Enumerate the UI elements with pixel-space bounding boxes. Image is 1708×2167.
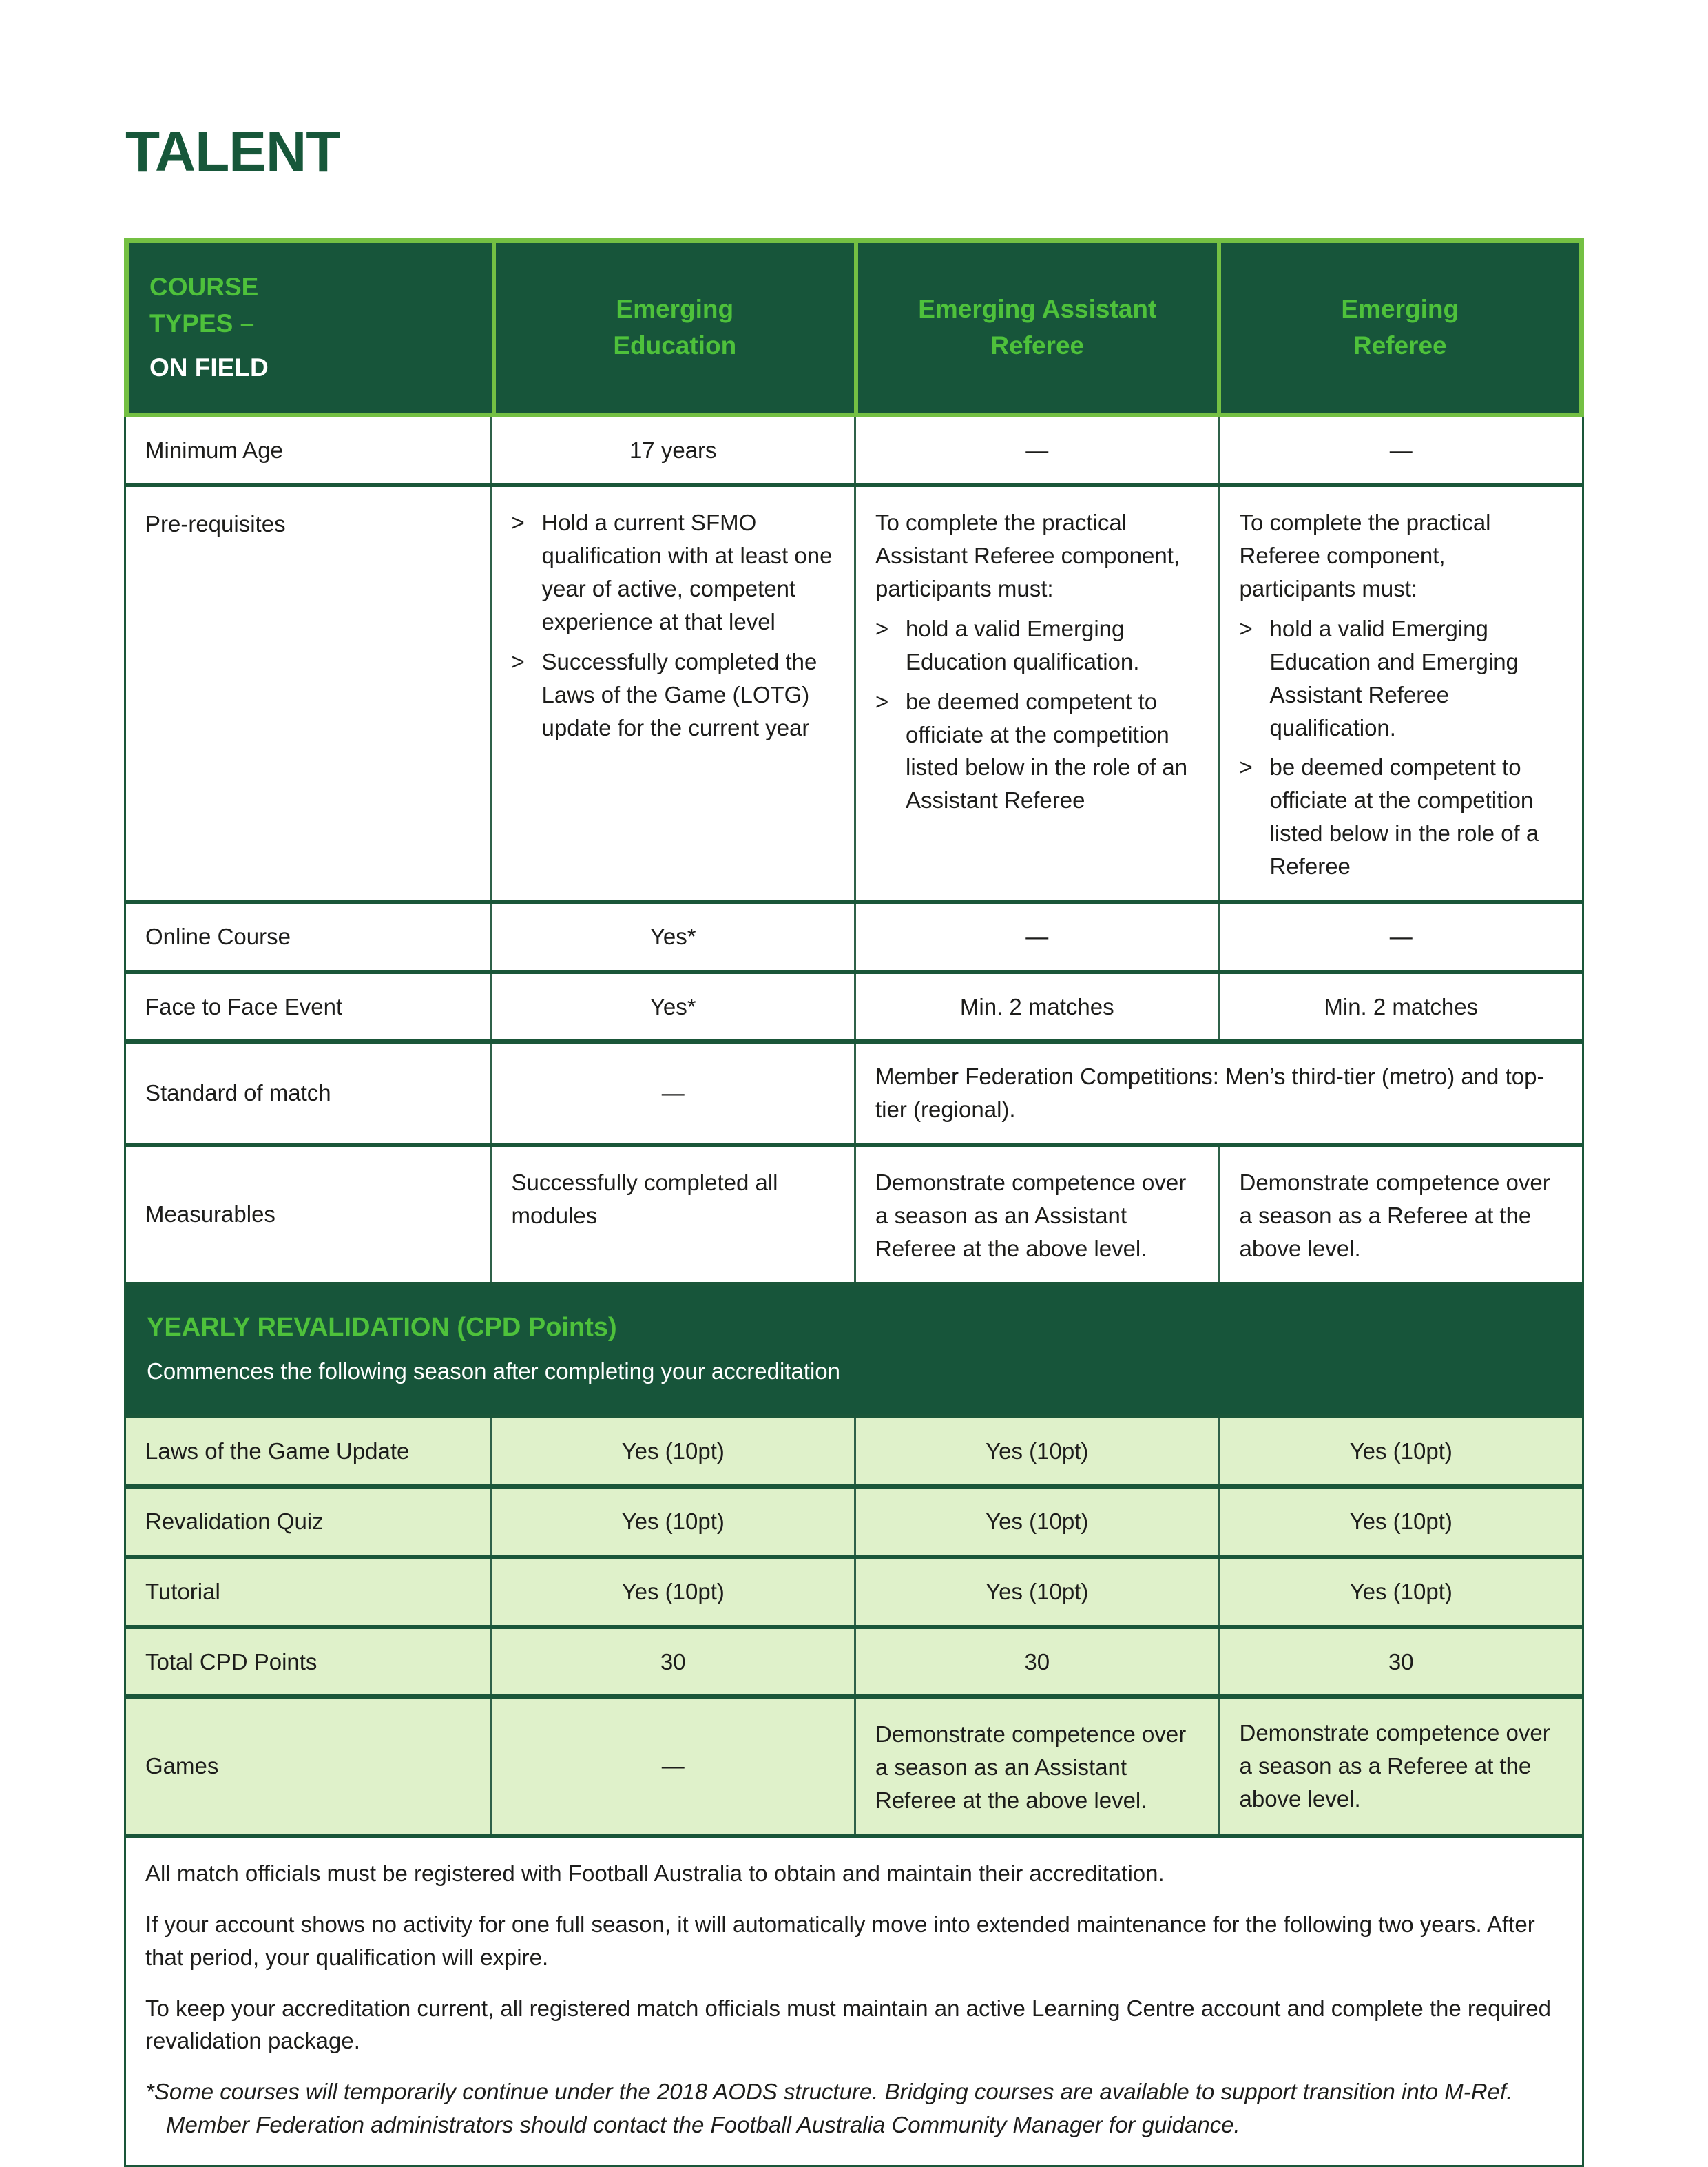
- header-er-line2: Referee: [1353, 331, 1447, 360]
- games-education-value: —: [490, 1699, 855, 1834]
- table-row-prerequisites: [126, 483, 1582, 899]
- yearly-revalidation-banner: [126, 1282, 1582, 1414]
- total-assistant-referee-value: 30: [854, 1629, 1218, 1695]
- table-header-row: [124, 238, 1584, 417]
- bullet-marker: >: [875, 688, 889, 714]
- bullet-item: > Hold a current SFMO qualification with at least one year of active, competent experience at that level: [512, 506, 835, 638]
- measurables-assistant-referee-value: Demonstrate competence over a season as an Assistant Referee at the above level.: [854, 1147, 1218, 1282]
- row-label: Minimum Age: [145, 437, 283, 463]
- games-assistant-referee-value: Demonstrate competence over a season as an Assistant Referee at the above level.: [854, 1699, 1218, 1834]
- online-assistant-referee-value: —: [854, 904, 1218, 970]
- bullet-marker: >: [1239, 754, 1253, 780]
- bullet-item: > hold a valid Emerging Education qualification.: [875, 612, 1199, 678]
- header-cell-emerging-referee: [1217, 243, 1580, 413]
- bullet-marker: >: [511, 510, 525, 536]
- total-education-value: 30: [490, 1629, 855, 1695]
- lotg-education-value: Yes (10pt): [490, 1418, 855, 1484]
- header-cell-emerging-assistant-referee: [854, 243, 1217, 413]
- standard-merged-value: Member Federation Competitions: Men’s third-tier (metro) and top-tier (regional).: [854, 1044, 1582, 1143]
- header-course-line1: COURSE: [149, 273, 259, 301]
- f2f-education-value: Yes*: [490, 974, 855, 1040]
- header-cell-course-types: [129, 243, 492, 413]
- row-label: Standard of match: [145, 1080, 331, 1106]
- header-ear-line1: Emerging Assistant: [918, 295, 1157, 324]
- f2f-assistant-referee-value: Min. 2 matches: [854, 974, 1218, 1040]
- tutorial-assistant-referee-value: Yes (10pt): [854, 1559, 1218, 1625]
- table-row-lotg-update: [126, 1414, 1582, 1484]
- online-education-value: Yes*: [490, 904, 855, 970]
- page-title: TALENT: [125, 121, 340, 183]
- bullet-item: > be deemed competent to officiate at the competition listed below in the role of a Referee: [1240, 751, 1563, 882]
- row-label: Measurables: [145, 1201, 275, 1227]
- table-row-games: [126, 1694, 1582, 1834]
- table-row-face-to-face: [126, 970, 1582, 1040]
- bullet-marker: >: [511, 648, 525, 674]
- row-label: Games: [145, 1753, 219, 1779]
- footer-note-registration: All match officials must be registered with Football Australia to obtain and maintain their accreditation.: [145, 1860, 1165, 1887]
- quiz-assistant-referee-value: Yes (10pt): [854, 1489, 1218, 1555]
- bullet-marker: >: [875, 615, 889, 641]
- quiz-referee-value: Yes (10pt): [1218, 1489, 1583, 1555]
- f2f-referee-value: Min. 2 matches: [1218, 974, 1583, 1040]
- row-label: Pre-requisites: [145, 511, 286, 537]
- games-referee-value: Demonstrate competence over a season as a Referee at the above level.: [1218, 1699, 1583, 1834]
- header-ear-line2: Referee: [990, 331, 1085, 360]
- header-course-line3: ON FIELD: [149, 353, 269, 382]
- header-course-line2: TYPES –: [149, 309, 255, 338]
- bullet-item: > hold a valid Emerging Education and Emerging Assistant Referee qualification.: [1240, 612, 1563, 744]
- course-table: [124, 238, 1584, 2167]
- footer-note-aods-asterisk: *Some courses will temporarily continue under the 2018 AODS structure. Bridging courses are available to support transition into M-Ref. Member Federation administrators should contact the Football Australia Community Manager for guidance.: [145, 2079, 1513, 2138]
- row-label: Revalidation Quiz: [145, 1508, 324, 1534]
- table-row-online-course: [126, 900, 1582, 970]
- tutorial-education-value: Yes (10pt): [490, 1559, 855, 1625]
- table-row-minimum-age: [126, 417, 1582, 484]
- table-body: [124, 417, 1584, 2167]
- measurables-education-value: Successfully completed all modules: [490, 1147, 855, 1282]
- measurables-referee-value: Demonstrate competence over a season as a Referee at the above level.: [1218, 1147, 1583, 1282]
- lotg-assistant-referee-value: Yes (10pt): [854, 1418, 1218, 1484]
- banner-title: YEARLY REVALIDATION (CPD Points): [147, 1312, 617, 1342]
- standard-education-value: —: [490, 1044, 855, 1143]
- table-row-revalidation-quiz: [126, 1484, 1582, 1555]
- table-row-standard-of-match: [126, 1039, 1582, 1143]
- footer-note-inactivity: If your account shows no activity for one full season, it will automatically move into extended maintenance for the following two years. After that period, your qualification will expire.: [145, 1911, 1535, 1970]
- quiz-education-value: Yes (10pt): [490, 1489, 855, 1555]
- row-label: Tutorial: [145, 1578, 220, 1604]
- header-ee-line1: Emerging: [616, 295, 734, 324]
- total-referee-value: 30: [1218, 1629, 1583, 1695]
- prereq-intro: To complete the practical Referee component, participants must:: [1239, 510, 1491, 602]
- min-age-assistant-referee-value: —: [854, 417, 1218, 484]
- row-label: Total CPD Points: [145, 1648, 317, 1674]
- table-row-tutorial: [126, 1555, 1582, 1625]
- table-row-total-cpd: [126, 1625, 1582, 1695]
- header-er-line1: Emerging: [1341, 295, 1459, 324]
- prereq-referee-value: [1218, 487, 1583, 899]
- header-ee-line2: Education: [613, 331, 737, 360]
- lotg-referee-value: Yes (10pt): [1218, 1418, 1583, 1484]
- min-age-education-value: 17 years: [490, 417, 855, 484]
- prereq-education-value: [490, 487, 855, 899]
- prereq-assistant-referee-value: [854, 487, 1218, 899]
- row-label: Face to Face Event: [145, 993, 343, 1019]
- bullet-marker: >: [1239, 615, 1253, 641]
- row-label: Online Course: [145, 923, 291, 949]
- online-referee-value: —: [1218, 904, 1583, 970]
- banner-subtitle: Commences the following season after completing your accreditation: [147, 1358, 841, 1385]
- table-row-measurables: [126, 1143, 1582, 1282]
- footer-note-learning-centre: To keep your accreditation current, all registered match officials must maintain an active Learning Centre account and complete the required revalidation package.: [145, 1995, 1551, 2054]
- bullet-item: > be deemed competent to officiate at the competition listed below in the role of an Assistant Referee: [875, 685, 1199, 817]
- row-label: Laws of the Game Update: [145, 1438, 410, 1464]
- min-age-referee-value: —: [1218, 417, 1583, 484]
- prereq-intro: To complete the practical Assistant Referee component, participants must:: [875, 510, 1180, 602]
- header-cell-emerging-education: [492, 243, 855, 413]
- bullet-item: > Successfully completed the Laws of the Game (LOTG) update for the current year: [512, 645, 835, 745]
- tutorial-referee-value: Yes (10pt): [1218, 1559, 1583, 1625]
